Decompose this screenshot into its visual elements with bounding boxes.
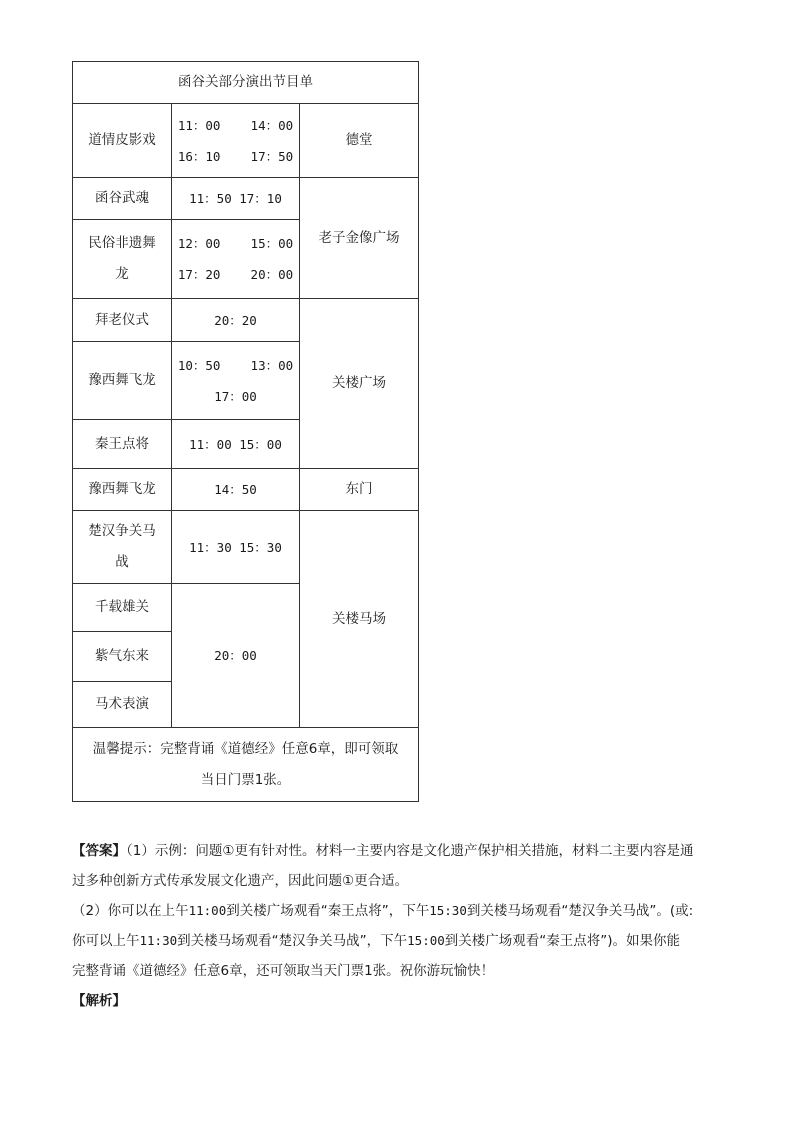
program-name: 千载雄关 xyxy=(73,584,172,632)
tip-cell xyxy=(73,728,419,802)
table-row xyxy=(73,62,419,104)
program-times: 11：30 15：30 xyxy=(172,511,300,584)
venue: 老子金像广场 xyxy=(300,178,419,299)
table-row xyxy=(73,728,419,802)
program-name xyxy=(73,220,172,299)
answer-paragraph xyxy=(72,836,732,866)
program-times: 14：50 xyxy=(172,469,300,511)
name-line: 民俗非遗舞 xyxy=(88,235,156,251)
analysis-label: 【解析】 xyxy=(72,993,126,1009)
answer-text: 到关楼广场观看“秦王点将”)。如果你能 xyxy=(444,933,681,949)
program-name: 拜老仪式 xyxy=(73,299,172,342)
program-schedule-table xyxy=(72,61,419,802)
answer-paragraph: 过多种创新方式传承发展文化遗产，因此问题①更合适。 xyxy=(72,873,409,889)
answer-paragraph: 完整背诵《道德经》任意6章，还可领取当天门票1张。祝你游玩愉快！ xyxy=(72,963,495,979)
time-value: 11:30 xyxy=(139,933,178,948)
answer-paragraph xyxy=(72,926,732,956)
table-row xyxy=(73,178,419,220)
time-line: 16：10 17：50 xyxy=(177,148,294,164)
table-row xyxy=(73,511,419,584)
tip-line: 当日门票1张。 xyxy=(200,771,291,788)
answer-section xyxy=(72,836,732,1016)
analysis-paragraph xyxy=(72,986,732,1016)
answer-label: 【答案】 xyxy=(72,843,126,859)
time-value: 15:30 xyxy=(429,903,467,918)
program-name: 紫气东来 xyxy=(73,632,172,682)
answer-text: 你可以上午 xyxy=(72,933,140,949)
time-line: 11：00 14：00 xyxy=(177,117,294,133)
time-line: 12：00 15：00 xyxy=(177,236,294,251)
time-line: 10：50 13：00 xyxy=(177,357,294,373)
answer-text: （1）示例：问题①更有针对性。材料一主要内容是文化遗产保护相关措施，材料二主要内容是通 xyxy=(126,843,694,859)
tip-line: 温馨提示：完整背诵《道德经》任意6章，即可领取 xyxy=(92,740,399,757)
name-line: 楚汉争关马 xyxy=(88,523,156,539)
table-title: 函谷关部分演出节目单 xyxy=(73,62,419,104)
program-name: 函谷武魂 xyxy=(73,178,172,220)
program-name: 秦王点将 xyxy=(73,420,172,469)
program-name xyxy=(73,511,172,584)
name-line: 战 xyxy=(115,554,129,570)
time-value: 11:00 xyxy=(188,903,227,918)
time-line: 17：20 20：00 xyxy=(177,267,294,282)
venue: 关楼广场 xyxy=(300,299,419,469)
answer-text: 到关楼广场观看“秦王点将”，下午 xyxy=(226,903,430,919)
program-times: 11：00 15：00 xyxy=(172,420,300,469)
answer-text: 到关楼马场观看“楚汉争关马战”。(或: xyxy=(466,903,694,919)
answer-text: 到关楼马场观看“楚汉争关马战”，下午 xyxy=(177,933,408,949)
program-times: 20：00 xyxy=(172,584,300,728)
program-times xyxy=(172,220,300,299)
program-name: 豫西舞飞龙 xyxy=(73,469,172,511)
answer-text: （2）你可以在上午 xyxy=(72,903,189,919)
program-name: 马术表演 xyxy=(73,682,172,728)
time-line: 17：00 xyxy=(214,388,257,404)
venue: 关楼马场 xyxy=(300,511,419,728)
table-row xyxy=(73,469,419,511)
time-value: 15:00 xyxy=(407,933,445,948)
venue: 德堂 xyxy=(300,104,419,178)
table-row xyxy=(73,104,419,178)
program-name: 豫西舞飞龙 xyxy=(73,342,172,420)
program-name: 道情皮影戏 xyxy=(73,104,172,178)
program-times xyxy=(172,342,300,420)
name-line: 龙 xyxy=(115,266,129,282)
program-times: 11：50 17：10 xyxy=(172,178,300,220)
answer-paragraph xyxy=(72,896,732,926)
table-row xyxy=(73,299,419,342)
program-times xyxy=(172,104,300,178)
venue: 东门 xyxy=(300,469,419,511)
program-times: 20：20 xyxy=(172,299,300,342)
